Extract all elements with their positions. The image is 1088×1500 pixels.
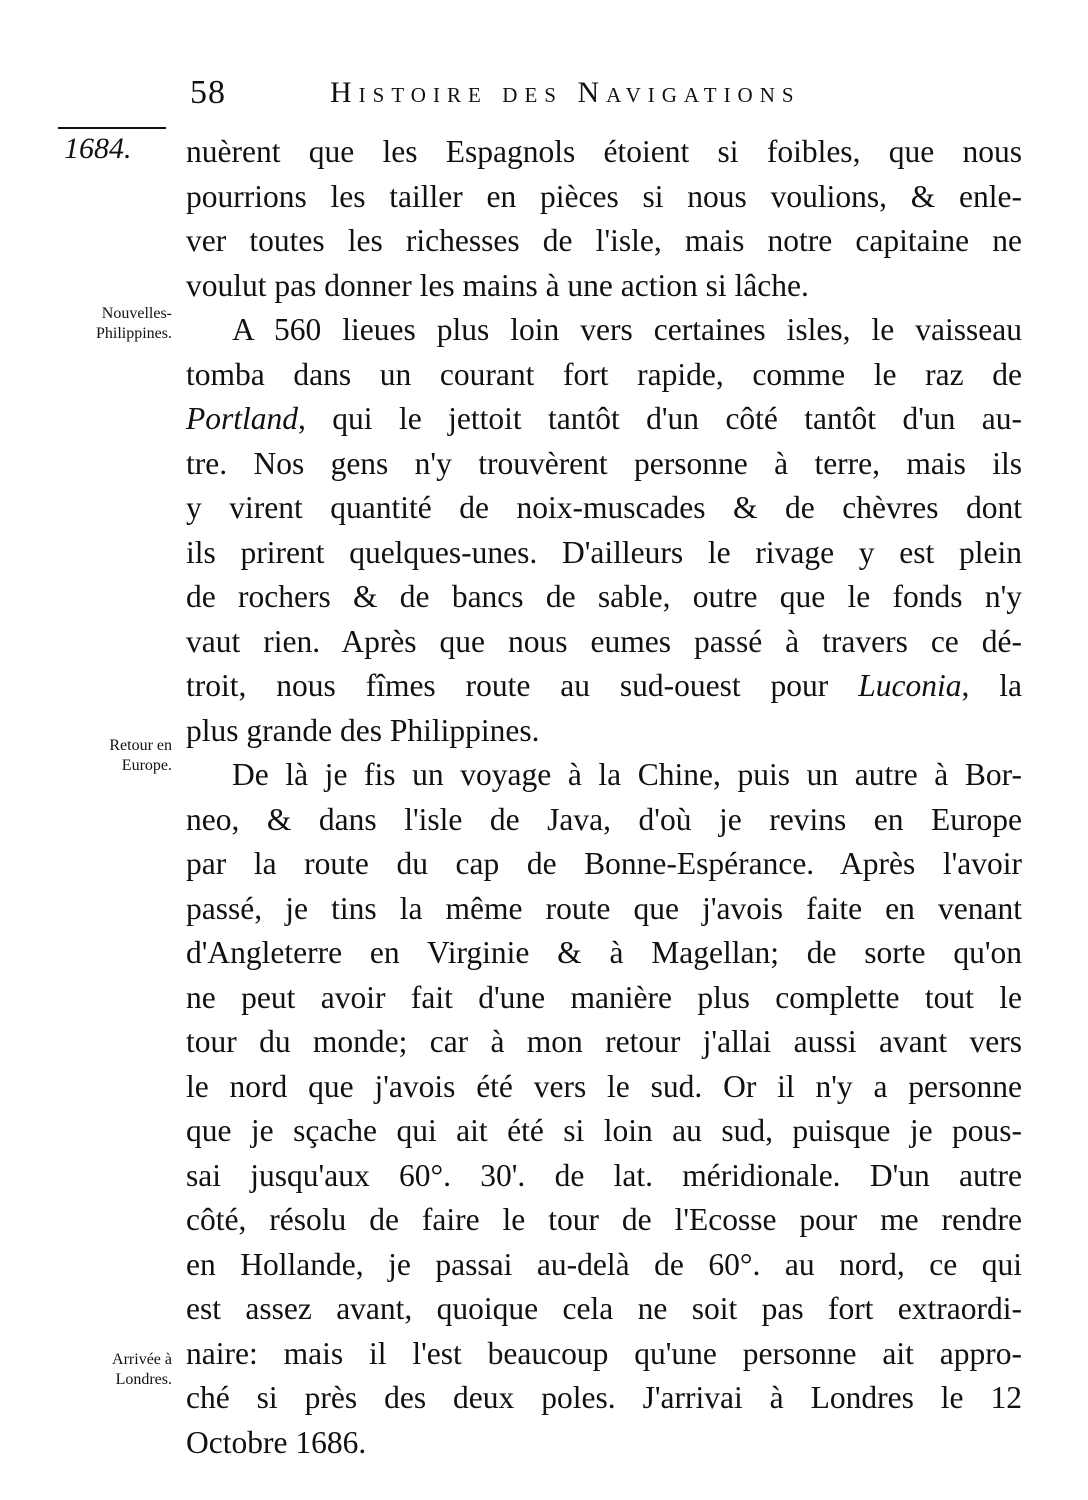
place-name-luconia: Luconia <box>858 668 962 703</box>
text-line: par la route du cap de Bonne-Espérance. Après l'avoir <box>186 846 1022 881</box>
text-line: De là je fis un voyage à la Chine, puis un autre à Bor- <box>232 757 1022 792</box>
text-line: tomba dans un courant fort rapide, comme le raz de <box>186 356 1022 392</box>
text-line: le nord que j'avois été vers le sud. Or il n'y a personne <box>186 1068 1022 1104</box>
margin-year: 1684. <box>64 132 132 165</box>
text-line: voulut pas donner les mains à une action si lâche. <box>186 267 809 303</box>
text-line: en Hollande, je passai au-delà de 60°. au nord, ce qui <box>186 1246 1022 1282</box>
text-line: tour du monde; car à mon retour j'allai aussi avant vers <box>186 1024 1022 1059</box>
text-line: ver toutes les richesses de l'isle, mais notre capitaine ne <box>186 223 1022 258</box>
margin-note-arrivee-a-londres <box>42 1350 172 1390</box>
margin-note-line: Arrivée à <box>112 1351 172 1368</box>
text-line: ils prirent quelques-unes. D'ailleurs le rivage y est plein <box>186 534 1022 570</box>
text-line <box>186 397 1022 442</box>
margin-note-retour-en-europe <box>42 736 172 776</box>
text-line: Octobre 1686. <box>186 1424 367 1460</box>
margin-note-line: Nouvelles- <box>101 305 172 322</box>
text-line: y virent quantité de noix-muscades & de chèvres dont <box>186 490 1022 525</box>
text-line: plus grande des Philippines. <box>186 712 540 748</box>
text-line: ché si près des deux poles. J'arrivai à Londres le 12 <box>186 1380 1022 1415</box>
text-line: A 560 lieues plus loin vers certaines isles, le vaisseau <box>232 312 1022 347</box>
paragraph-2 <box>186 308 1022 753</box>
text-fragment: , qui le jettoit tantôt d'un côté tantôt d'un au- <box>298 401 1022 436</box>
text-line: que je sçache qui ait été si loin au sud, puisque je pous- <box>186 1113 1022 1148</box>
margin-note-line: Retour en <box>109 737 172 754</box>
paragraph-1 <box>186 130 1022 308</box>
text-line: neo, & dans l'isle de Java, d'où je revins en Europe <box>186 801 1022 837</box>
text-line: de rochers & de bancs de sable, outre que le fonds n'y <box>186 579 1022 614</box>
text-line: ne peut avoir fait d'une manière plus complette tout le <box>186 979 1022 1015</box>
margin-note-line: Londres. <box>115 1371 172 1388</box>
text-line: côté, résolu de faire le tour de l'Ecosse pour me rendre <box>186 1202 1022 1237</box>
text-fragment: , la <box>961 668 1023 703</box>
paragraph-3 <box>186 753 1022 1465</box>
place-name-portland: Portland <box>186 401 299 436</box>
margin-note-line: Philippines. <box>95 325 172 342</box>
text-line: est assez avant, quoique cela ne soit pas fort extraordi- <box>186 1291 1022 1326</box>
text-line: tre. Nos gens n'y trouvèrent personne à terre, mais ils <box>186 445 1022 481</box>
text-line <box>186 664 1022 709</box>
running-title: Histoire des Navigations <box>330 76 801 109</box>
text-line: pourrions les tailler en pièces si nous voulions, & enle- <box>186 178 1022 214</box>
text-line: naire: mais il l'est beaucoup qu'une personne ait appro- <box>186 1335 1022 1371</box>
margin-note-line: Europe. <box>121 757 172 774</box>
page-number: 58 <box>190 74 226 111</box>
margin-rule <box>58 127 166 129</box>
text-line: vaut rien. Après que nous eumes passé à travers ce dé- <box>186 623 1022 659</box>
page-header <box>190 74 970 114</box>
text-fragment: troit, nous fîmes route au sud-ouest pour <box>186 668 859 703</box>
text-line: d'Angleterre en Virginie & à Magellan; de sorte qu'on <box>186 935 1022 970</box>
text-line: nuèrent que les Espagnols étoient si foibles, que nous <box>186 134 1022 169</box>
body-text <box>186 130 1022 1465</box>
margin-note-nouvelles-philippines <box>42 304 172 344</box>
text-line: passé, je tins la même route que j'avois faite en venant <box>186 890 1022 926</box>
text-line: sai jusqu'aux 60°. 30'. de lat. méridionale. D'un autre <box>186 1157 1022 1193</box>
